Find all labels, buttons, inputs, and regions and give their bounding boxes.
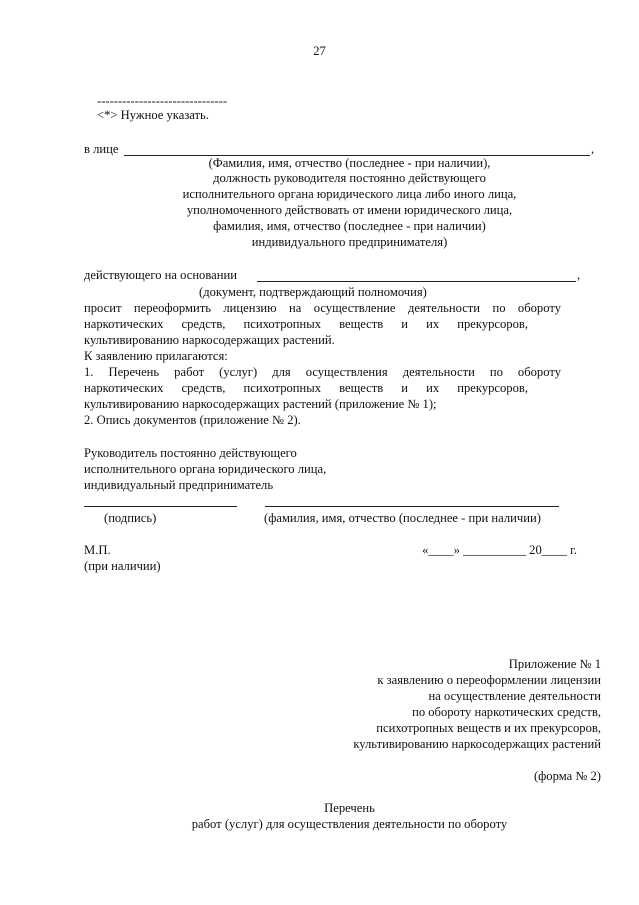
signature-line [84,506,237,507]
page-number: 27 [313,44,326,58]
applicant-comma: , [591,142,595,156]
attachments-heading: К заявлению прилагаются: [84,349,228,363]
request-line: просит переоформить лицензию на осуществление деятельности по обороту [84,301,561,315]
applicant-hint-line: исполнительного органа юридического лица либо иного лица, [182,187,517,201]
attachment-item-2: 2. Опись документов (приложение № 2). [84,413,301,427]
applicant-hint-line: (Фамилия, имя, отчество (последнее - при наличии), [208,156,491,170]
signatory-line: Руководитель постоянно действующего [84,446,297,460]
appendix-line: к заявлению о переоформлении лицензии [377,673,601,687]
signatory-line: исполнительного органа юридического лица, [84,462,327,476]
appendix-line: психотропных веществ и их прекурсоров, [376,721,601,735]
attachment-item-line: культивированию наркосодержащих растений (приложение № 1); [84,397,437,411]
footnote-text: <*> Нужное указать. [97,108,209,122]
basis-hint: (документ, подтверждающий полномочия) [199,285,427,299]
appendix-line: на осуществление деятельности [428,689,601,703]
appendix-line: Приложение № 1 [508,657,601,671]
footnote-separator: ------------------------------- [97,94,228,108]
basis-label: действующего на основании [84,268,237,282]
attachment-item-line: наркотических средств, психотропных веществ и их прекурсоров, [84,381,528,395]
basis-comma: , [577,268,581,282]
date-field: «____» __________ 20____ г. [422,543,577,557]
signature-hint: (подпись) [104,511,157,525]
signatory-line: индивидуальный предприниматель [84,478,274,492]
stamp-label: М.П. [84,543,111,557]
appendix-line: по обороту наркотических средств, [412,705,601,719]
applicant-hint-line: индивидуального предпринимателя) [251,235,448,249]
applicant-hint-line: уполномоченного действовать от имени юридического лица, [186,203,513,217]
attachment-item-line: 1. Перечень работ (услуг) для осуществления деятельности по обороту [84,365,561,379]
stamp-note: (при наличии) [84,559,161,573]
list-title: Перечень [324,801,375,815]
form-label: (форма № 2) [533,769,601,783]
applicant-hint-line: должность руководителя постоянно действующего [213,171,486,185]
request-line: наркотических средств, психотропных веществ и их прекурсоров, [84,317,528,331]
list-subtitle: работ (услуг) для осуществления деятельности по обороту [191,817,508,831]
basis-document-line [257,281,576,282]
request-line: культивированию наркосодержащих растений. [84,333,335,347]
applicant-hint-line: фамилия, имя, отчество (последнее - при наличии) [213,219,486,233]
applicant-label: в лице [84,142,119,156]
full-name-line [265,506,559,507]
full-name-hint: (фамилия, имя, отчество (последнее - при наличии) [264,511,541,525]
appendix-line: культивированию наркосодержащих растений [353,737,601,751]
